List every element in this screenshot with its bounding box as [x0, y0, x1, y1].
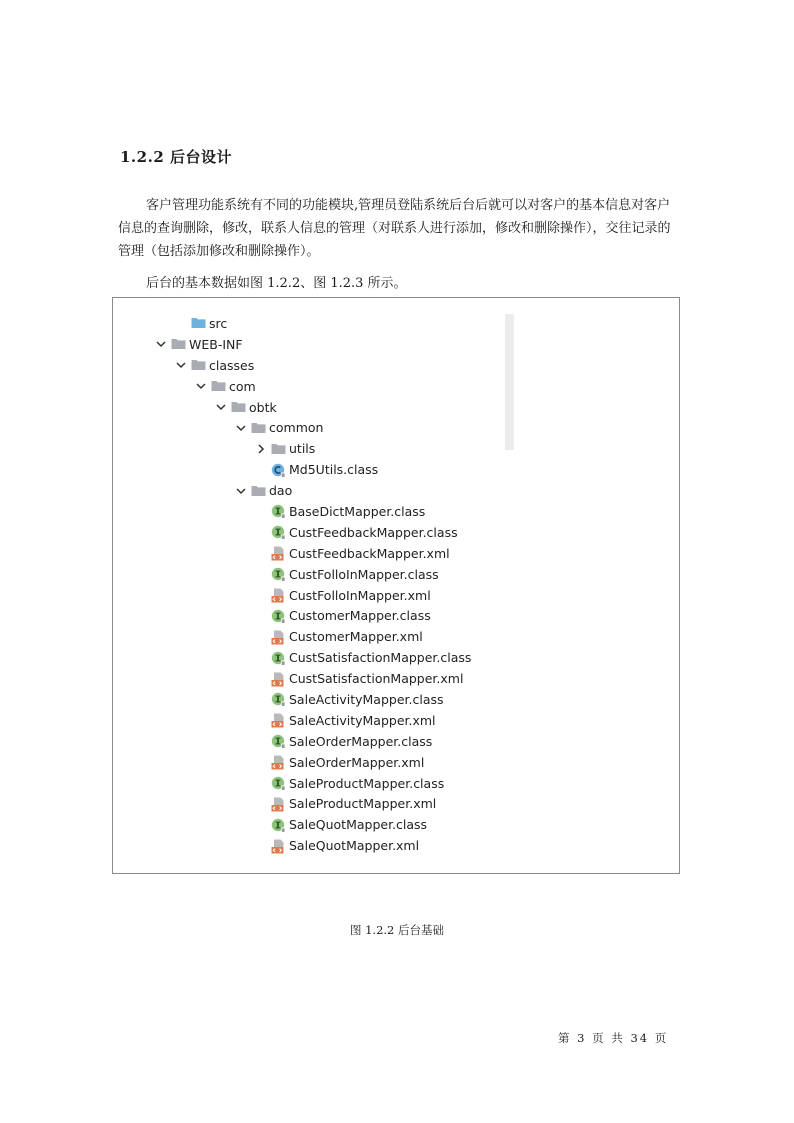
folder-icon	[211, 379, 226, 393]
tree-row[interactable]	[113, 647, 679, 668]
tree-row[interactable]	[113, 438, 679, 459]
tree-item-label: CustFeedbackMapper.xml	[289, 545, 450, 561]
tree-item-label: dao	[269, 483, 293, 499]
interface-file-icon	[271, 692, 286, 706]
tree-row[interactable]	[113, 501, 679, 522]
tree-row[interactable]	[113, 355, 679, 376]
tree-row[interactable]	[113, 835, 679, 856]
interface-file-icon	[271, 651, 286, 665]
tree-spacer	[255, 714, 267, 726]
tree-row[interactable]	[113, 731, 679, 752]
chevron-down-icon[interactable]	[215, 401, 227, 413]
xml-file-icon	[271, 672, 286, 686]
tree-spacer	[255, 464, 267, 476]
interface-file-icon	[271, 818, 286, 832]
tree-item-label: WEB-INF	[189, 336, 243, 352]
tree-spacer	[255, 673, 267, 685]
tree-item-label: CustomerMapper.xml	[289, 629, 423, 645]
tree-row[interactable]	[113, 459, 679, 480]
body-paragraph-1: 客户管理功能系统有不同的功能模块,管理员登陆系统后台后就可以对客户的基本信息对客户信息的查询删除，修改，联系人信息的管理（对联系人进行添加，修改和删除操作），交往记录的管理（包括添加修改和删除操作）。	[118, 198, 671, 259]
section-heading: 1.2.2 后台设计	[120, 148, 232, 166]
tree-spacer	[255, 756, 267, 768]
xml-file-icon	[271, 797, 286, 811]
interface-file-icon	[271, 567, 286, 581]
tree-item-label: SaleQuotMapper.xml	[289, 838, 420, 854]
tree-row[interactable]	[113, 313, 679, 334]
tree-row[interactable]	[113, 626, 679, 647]
tree-item-label: obtk	[249, 399, 277, 415]
tree-spacer	[255, 840, 267, 852]
chevron-down-icon[interactable]	[175, 359, 187, 371]
tree-spacer	[255, 568, 267, 580]
tree-spacer	[255, 693, 267, 705]
tree-spacer	[255, 819, 267, 831]
tree-spacer	[255, 610, 267, 622]
xml-file-icon	[271, 755, 286, 769]
tree-item-label: Md5Utils.class	[289, 462, 379, 478]
tree-item-label: CustSatisfactionMapper.class	[289, 650, 472, 666]
tree-row[interactable]	[113, 564, 679, 585]
xml-file-icon	[271, 839, 286, 853]
tree-item-label: CustSatisfactionMapper.xml	[289, 671, 464, 687]
tree-spacer	[255, 631, 267, 643]
tree-spacer	[255, 777, 267, 789]
tree-item-label: CustomerMapper.class	[289, 608, 431, 624]
chevron-right-icon[interactable]	[255, 443, 267, 455]
tree-spacer	[255, 798, 267, 810]
tree-item-label: SaleProductMapper.class	[289, 775, 445, 791]
project-tree-figure	[112, 297, 680, 874]
tree-row[interactable]	[113, 814, 679, 835]
tree-spacer	[255, 547, 267, 559]
tree-item-label: SaleQuotMapper.class	[289, 817, 428, 833]
tree-row[interactable]	[113, 417, 679, 438]
tree-spacer	[255, 735, 267, 747]
tree-spacer	[255, 526, 267, 538]
tree-item-label: SaleActivityMapper.xml	[289, 712, 436, 728]
interface-file-icon	[271, 609, 286, 623]
tree-row[interactable]	[113, 773, 679, 794]
xml-file-icon	[271, 630, 286, 644]
tree-spacer	[175, 317, 187, 329]
tree-row[interactable]	[113, 585, 679, 606]
tree-item-label: SaleProductMapper.xml	[289, 796, 437, 812]
tree-spacer	[255, 505, 267, 517]
tree-spacer	[255, 589, 267, 601]
folder-icon	[271, 442, 286, 456]
chevron-down-icon[interactable]	[235, 485, 247, 497]
tree-row[interactable]	[113, 376, 679, 397]
xml-file-icon	[271, 546, 286, 560]
interface-file-icon	[271, 776, 286, 790]
tree-row[interactable]	[113, 689, 679, 710]
tree-item-label: SaleOrderMapper.xml	[289, 754, 425, 770]
folder-blue-icon	[191, 316, 206, 330]
file-tree	[113, 313, 679, 856]
folder-icon	[171, 337, 186, 351]
interface-file-icon	[271, 504, 286, 518]
tree-item-label: com	[229, 378, 256, 394]
body-paragraph-2: 后台的基本数据如图 1.2.2、图 1.2.3 所示。	[146, 276, 407, 291]
tree-item-label: CustFolloInMapper.xml	[289, 587, 431, 603]
tree-item-label: SaleActivityMapper.class	[289, 691, 444, 707]
folder-icon	[251, 484, 266, 498]
tree-row[interactable]	[113, 668, 679, 689]
tree-row[interactable]	[113, 397, 679, 418]
tree-item-label: common	[269, 420, 324, 436]
tree-row[interactable]	[113, 793, 679, 814]
folder-icon	[191, 358, 206, 372]
folder-icon	[231, 400, 246, 414]
tree-item-label: utils	[289, 441, 316, 457]
folder-icon	[251, 421, 266, 435]
tree-spacer	[255, 652, 267, 664]
tree-row[interactable]	[113, 480, 679, 501]
tree-row[interactable]	[113, 334, 679, 355]
tree-item-label: CustFeedbackMapper.class	[289, 524, 458, 540]
tree-item-label: SaleOrderMapper.class	[289, 733, 433, 749]
tree-item-label: src	[209, 315, 228, 331]
tree-row[interactable]	[113, 522, 679, 543]
class-file-icon	[271, 463, 286, 477]
figure-caption: 图 1.2.2 后台基础	[349, 923, 445, 937]
tree-row[interactable]	[113, 605, 679, 626]
xml-file-icon	[271, 588, 286, 602]
chevron-down-icon[interactable]	[155, 338, 167, 350]
xml-file-icon	[271, 713, 286, 727]
interface-file-icon	[271, 734, 286, 748]
tree-row[interactable]	[113, 710, 679, 731]
page-footer: 第 3 页 共 34 页	[558, 1031, 669, 1045]
tree-item-label: classes	[209, 357, 255, 373]
chevron-down-icon[interactable]	[195, 380, 207, 392]
interface-file-icon	[271, 525, 286, 539]
tree-item-label: BaseDictMapper.class	[289, 503, 426, 519]
tree-item-label: CustFolloInMapper.class	[289, 566, 439, 582]
tree-row[interactable]	[113, 543, 679, 564]
chevron-down-icon[interactable]	[235, 422, 247, 434]
tree-row[interactable]	[113, 752, 679, 773]
